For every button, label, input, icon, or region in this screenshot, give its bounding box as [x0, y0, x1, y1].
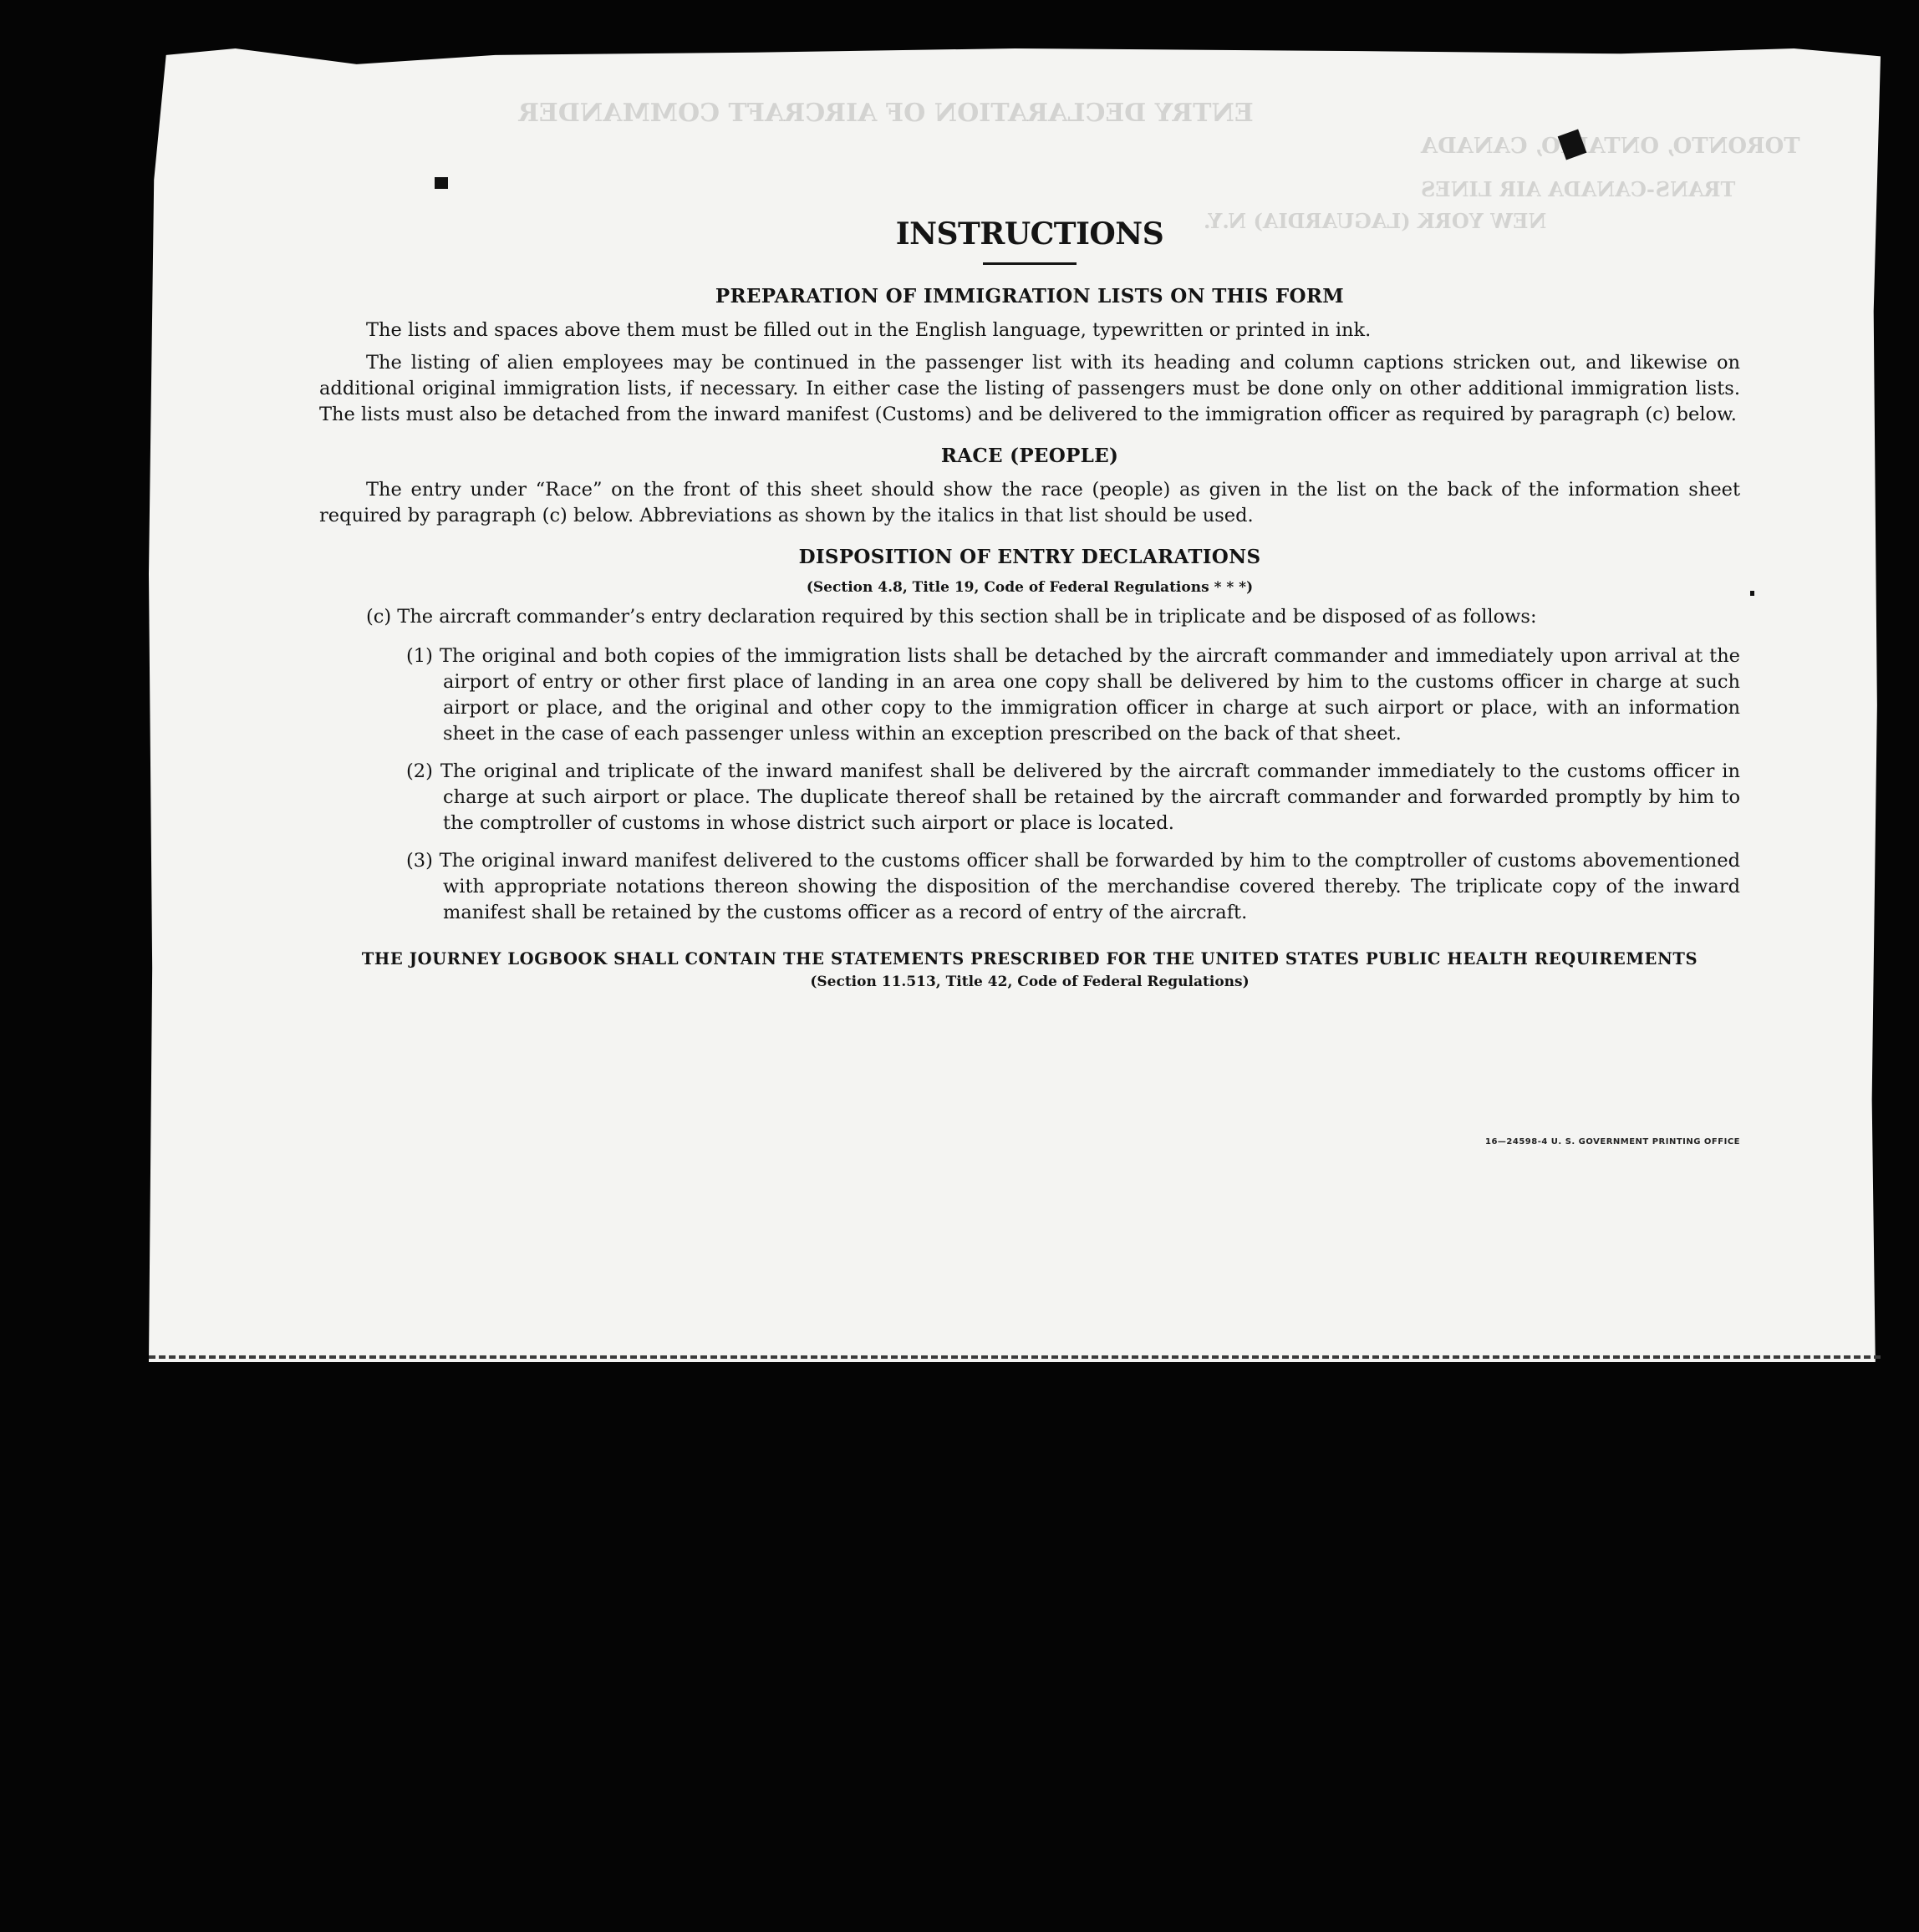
section-race — [319, 443, 1740, 529]
list-item: (1) The original and both copies of the immigration lists shall be detached by the aircraft commander and immediately upon arrival at the airport of entry or other first place of landing in an area one copy shall be delivered by him to the customs officer in charge at such airport or place, and the original and other copy to the immigration officer in charge at such airport or place, with an information sheet in the case of each passenger unless within an exception prescribed on the back of that sheet. — [406, 645, 1740, 745]
section-heading: DISPOSITION OF ENTRY DECLARATIONS — [798, 546, 1261, 568]
paragraph: The listing of alien employees may be continued in the passenger list with its heading and column captions stricken out, and likewise on additional original immigration lists, if necessary. In either case the listing of passengers must be done only on other additional immigration lists. The lists must also be detached from the inward manifest (Customs) and be delivered to the immigration officer as required by paragraph (c) below. — [319, 352, 1740, 425]
footer-heading: THE JOURNEY LOGBOOK SHALL CONTAIN THE STATEMENTS PRESCRIBED FOR THE UNITED STATES PUBLIC HEALTH REQUIREMENTS — [361, 949, 1698, 969]
footer-citation: (Section 11.513, Title 42, Code of Federal Regulations) — [810, 974, 1250, 990]
section-citation: (Section 4.8, Title 19, Code of Federal Regulations * * *) — [806, 579, 1254, 596]
printer-imprint: 16—24598-4 U. S. GOVERNMENT PRINTING OFFICE — [1485, 1137, 1740, 1146]
perforation-line — [149, 1355, 1881, 1359]
list-item: (3) The original inward manifest delivered to the customs officer shall be forwarded by him to the comptroller of customs abovementioned with appropriate notations thereon showing the disposition of the merchandise covered thereby. The triplicate copy of the inward manifest shall be retained by the customs officer as a record of entry of the aircraft. — [406, 850, 1740, 923]
section-heading: PREPARATION OF IMMIGRATION LISTS ON THIS FORM — [715, 285, 1345, 308]
instructions-content — [319, 214, 1740, 1146]
section-disposition — [319, 544, 1740, 926]
paragraph: The entry under “Race” on the front of this sheet should show the race (people) as given in the list on the back of the information sheet required by paragraph (c) below. Abbreviations as shown by the italics in that list should be used. — [319, 479, 1740, 526]
page-title: INSTRUCTIONS — [895, 216, 1164, 252]
title-underline — [983, 262, 1077, 265]
list-item: (2) The original and triplicate of the inward manifest shall be delivered by the aircraft commander immediately to the customs officer in charge at such airport or place. The duplicate thereof shall be retained by the aircraft commander and forwarded promptly by him to the comptroller of customs in whose district such airport or place is located. — [406, 760, 1740, 834]
scan-speck — [1750, 591, 1754, 596]
scan-speck — [435, 177, 448, 189]
paragraph: The lists and spaces above them must be filled out in the English language, typewritten or printed in ink. — [366, 319, 1372, 341]
clause-c: (c) The aircraft commander’s entry declaration required by this section shall be in triplicate and be disposed of as follows: — [366, 606, 1537, 628]
section-preparation — [319, 283, 1740, 428]
section-heading: RACE (PEOPLE) — [940, 445, 1119, 467]
